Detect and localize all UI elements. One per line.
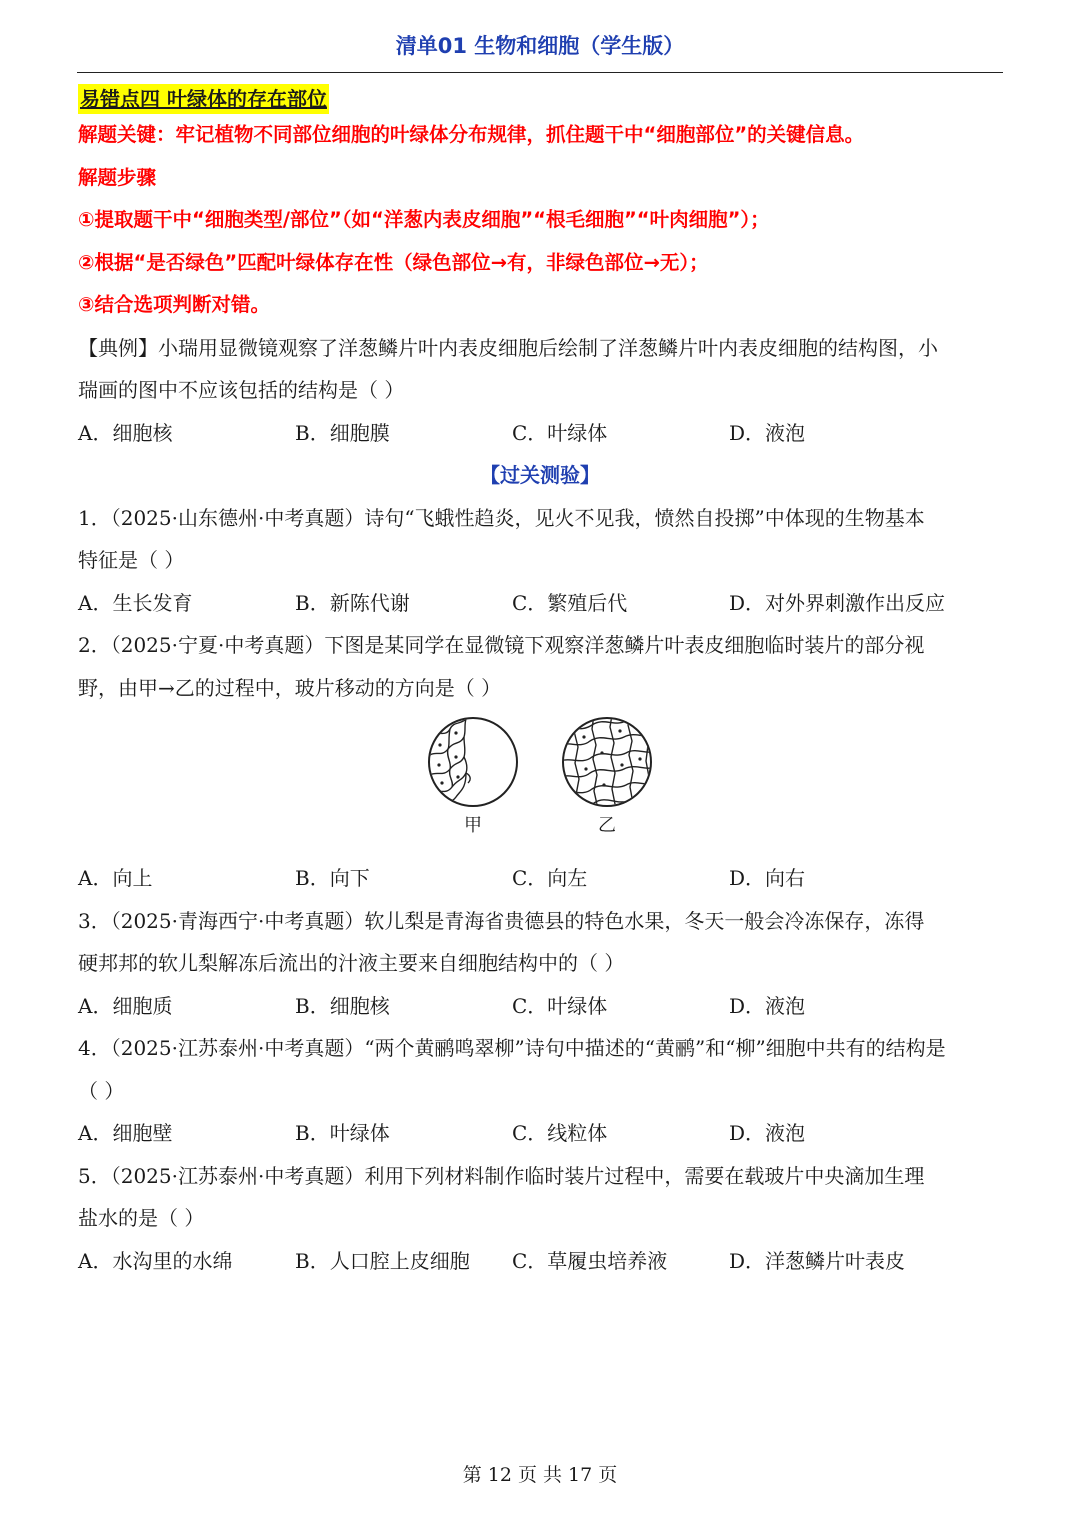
- question-text: （ ）: [78, 1078, 125, 1103]
- page-content: [78, 80, 1002, 1282]
- question-text: 2．（2025·宁夏·中考真题）下图是某同学在显微镜下观察洋葱鳞片叶表皮细胞临时装片的部分视: [78, 633, 925, 657]
- question-text: 3．（2025·青海西宁·中考真题）软儿梨是青海省贵德县的特色水果，冬天一般会冷冻保存，冻得: [78, 908, 925, 933]
- option-a: A．生长发育: [78, 590, 193, 615]
- option-row: [78, 985, 1002, 1028]
- question-text: 5．（2025·江苏泰州·中考真题）利用下列材料制作临时装片过程中，需要在载玻片中央滴加生理: [78, 1163, 925, 1188]
- solving-key: 解题关键：牢记植物不同部位细胞的叶绿体分布规律，抓住题干中“细胞部位”的关键信息。: [78, 123, 865, 146]
- option-a: A．细胞质: [78, 993, 173, 1018]
- option-row: [78, 412, 1002, 455]
- step-item: ③结合选项判断对错。: [78, 293, 271, 316]
- section-title: 易错点四 叶绿体的存在部位: [78, 84, 329, 114]
- option-d: D．对外界刺激作出反应: [729, 590, 946, 615]
- question-text: 1．（2025·山东德州·中考真题）诗句“飞蛾性趋炎，见火不见我，愤然自投掷”中体现的生物基本: [78, 505, 925, 530]
- option-row: [78, 1112, 1002, 1155]
- option-b: B．新陈代谢: [295, 590, 410, 615]
- option-b: B．人口腔上皮细胞: [295, 1248, 470, 1273]
- option-c: C．叶绿体: [512, 420, 608, 445]
- option-b: B．细胞膜: [295, 420, 390, 445]
- question-1: [78, 497, 1002, 625]
- view-jia: [426, 715, 520, 857]
- question-text: 【典例】小瑞用显微镜观察了洋葱鳞片叶内表皮细胞后绘制了洋葱鳞片叶内表皮细胞的结构图，小: [78, 335, 938, 360]
- option-b: B．叶绿体: [295, 1121, 390, 1145]
- option-c: C．叶绿体: [512, 993, 608, 1018]
- option-a: A．水沟里的水绵: [78, 1248, 233, 1273]
- option-c: C．向左: [512, 866, 588, 890]
- question-2: [78, 624, 1002, 900]
- option-row: [78, 582, 1002, 625]
- option-row: [78, 1240, 1002, 1283]
- option-a: A．向上: [78, 866, 153, 890]
- question-text: 野，由甲→乙的过程中，玻片移动的方向是（ ）: [78, 675, 502, 700]
- question-3: [78, 900, 1002, 1028]
- option-c: C．线粒体: [512, 1121, 608, 1145]
- view-yi: [560, 715, 654, 857]
- microscope-figure: [78, 709, 1002, 857]
- option-d: D．液泡: [729, 993, 806, 1018]
- option-b: B．向下: [295, 866, 370, 890]
- option-d: D．液泡: [729, 1121, 806, 1145]
- step-item: ②根据“是否绿色”匹配叶绿体存在性（绿色部位→有，非绿色部位→无）；: [78, 250, 709, 274]
- question-text: 4．（2025·江苏泰州·中考真题）“两个黄鹂鸣翠柳”诗句中描述的“黄鹂”和“柳”细胞中共有的结构是: [78, 1036, 946, 1060]
- quiz-title: 【过关测验】: [480, 463, 600, 487]
- error-point-section: [78, 80, 1002, 327]
- option-d: D．向右: [729, 866, 806, 890]
- question-text: 盐水的是（ ）: [78, 1206, 205, 1230]
- option-b: B．细胞核: [295, 993, 390, 1018]
- step-item: ①提取题干中“细胞类型/部位”（如“洋葱内表皮细胞”“根毛细胞”“叶肉细胞”）；: [78, 208, 770, 231]
- example-question: [78, 327, 1002, 455]
- microscope-view-yi-image: [560, 715, 654, 809]
- option-a: A．细胞核: [78, 420, 173, 445]
- page-number: 第 12 页 共 17 页: [462, 1464, 618, 1486]
- option-d: D．液泡: [729, 420, 806, 445]
- question-text: 特征是（ ）: [78, 548, 185, 572]
- microscope-view-jia-image: [426, 715, 520, 809]
- option-c: C．草履虫培养液: [512, 1248, 668, 1273]
- option-c: C．繁殖后代: [512, 590, 628, 615]
- figure-label-jia: 甲: [464, 815, 482, 836]
- document-header: 清单01 生物和细胞（学生版）: [395, 34, 685, 58]
- figure-label-yi: 乙: [598, 815, 616, 836]
- steps-title: 解题步骤: [78, 165, 157, 189]
- question-5: [78, 1155, 1002, 1283]
- option-a: A．细胞壁: [78, 1121, 173, 1145]
- question-text: 瑞画的图中不应该包括的结构是（ ）: [78, 378, 405, 402]
- option-d: D．洋葱鳞片叶表皮: [729, 1248, 906, 1273]
- question-text: 硬邦邦的软儿梨解冻后流出的汁液主要来自细胞结构中的（ ）: [78, 951, 625, 975]
- header-rule: [77, 72, 1003, 73]
- option-row: [78, 857, 1002, 900]
- question-4: [78, 1027, 1002, 1155]
